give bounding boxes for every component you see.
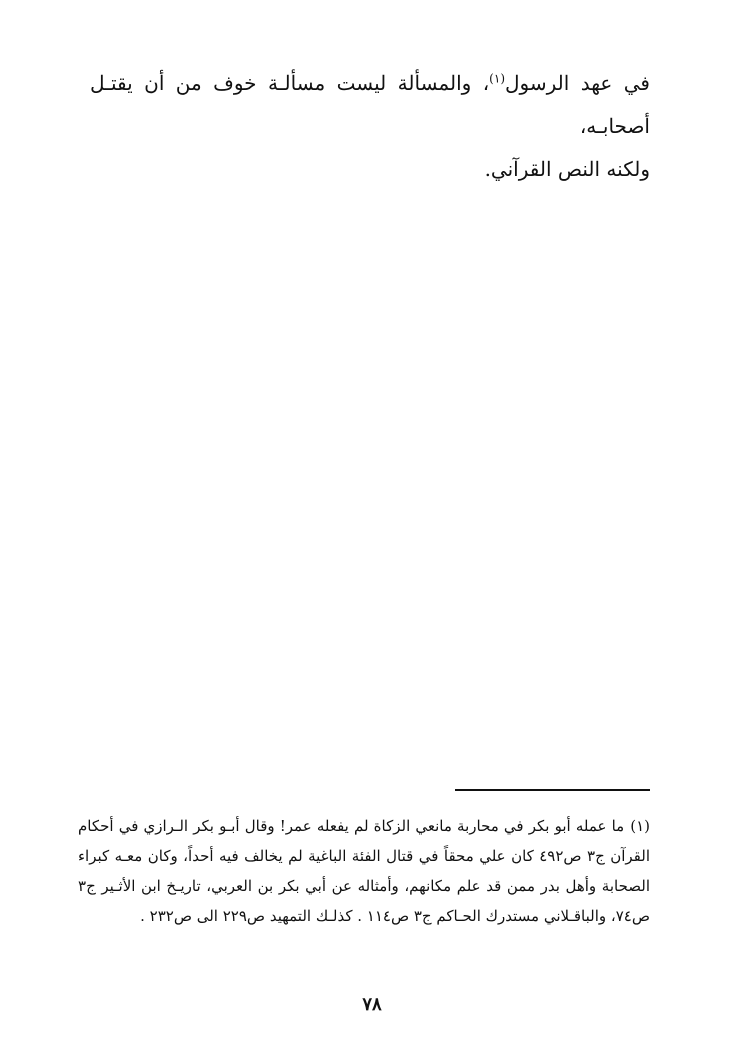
footnote-marker: (١) bbox=[630, 817, 650, 835]
body-line1-start: في عهد الرسول bbox=[505, 71, 650, 95]
body-line2: ولكنه النص القرآني. bbox=[484, 157, 650, 181]
page-number: ٧٨ bbox=[362, 994, 382, 1015]
footnote-1 bbox=[78, 811, 650, 931]
footnote-separator bbox=[455, 789, 650, 791]
body-paragraph bbox=[90, 62, 650, 191]
body-line1-end: ، والمسألة ليست مسألـة خوف من أن يقتـل أصحابـه، bbox=[90, 71, 650, 138]
footnote-text: ما عمله أبو بكر في محاربة مانعي الزكاة لم يفعله عمر! وقال أبـو بكر الـرازي في أحكام القرآن ج٣ ص٤٩٢ كان علي محقاً في قتال الفئة الباغية لم يخالف فيه أحداً، وكان معـه كبراء الصحابة وأهل بدر ممن قد علم مكانهم، وأمثاله عن أبي بكر بن العربي، تاريـخ ابن الأثـير ج٣ ص٧٤، والباقـلاني مستدرك الحـاكم ج٣ ص١١٤ . كذلـك التمهيد ص٢٢٩ الى ص٢٣٢ . bbox=[78, 817, 650, 925]
main-text bbox=[90, 62, 650, 191]
footnotes bbox=[78, 811, 650, 931]
footnote-reference: (١) bbox=[489, 71, 505, 86]
